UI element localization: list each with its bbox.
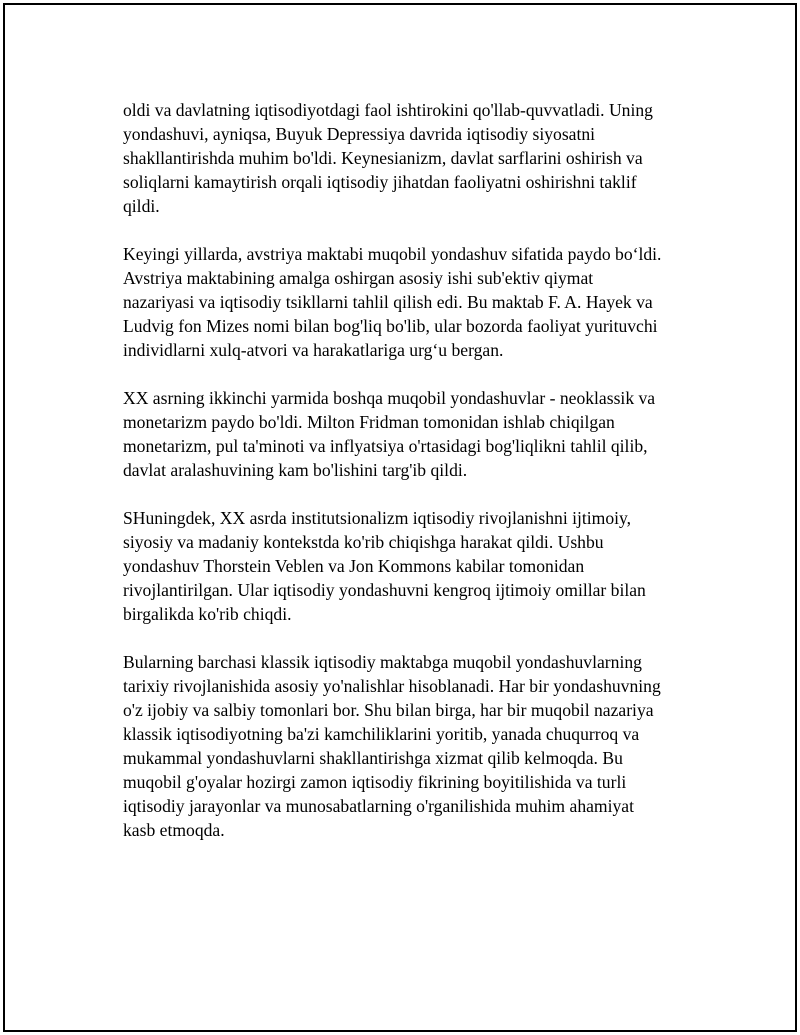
paragraph-institutionalism: [123, 506, 693, 626]
text-line: monetarizm, pul ta'minoti va inflyatsiya o'rtasidagi bog'liqlikni tahlil qilib,: [123, 436, 648, 456]
text-line: oldi va davlatning iqtisodiyotdagi faol ishtirokini qo'llab-quvvatladi. Uning: [123, 100, 653, 120]
text-line: nazariyasi va iqtisodiy tsikllarni tahlil qilish edi. Bu maktab F. A. Hayek va: [123, 292, 653, 312]
text-line: mukammal yondashuvlarni shakllantirishga xizmat qilib kelmoqda. Bu: [123, 748, 623, 768]
text-line: Avstriya maktabining amalga oshirgan asosiy ishi sub'ektiv qiymat: [123, 268, 594, 288]
text-line: yondashuvi, ayniqsa, Buyuk Depressiya davrida iqtisodiy siyosatni: [123, 124, 596, 144]
text-line: monetarizm paydo bo'ldi. Milton Fridman tomonidan ishlab chiqilgan: [123, 412, 615, 432]
paragraph-monetarism: [123, 386, 693, 482]
text-line: qildi.: [123, 196, 160, 216]
text-line: rivojlantirilgan. Ular iqtisodiy yondashuvni kengroq ijtimoiy omillar bilan: [123, 580, 646, 600]
page-frame: [3, 3, 797, 1032]
text-line: yondashuv Thorstein Veblen va Jon Kommons kabilar tomonidan: [123, 556, 585, 576]
text-line: kasb etmoqda.: [123, 820, 225, 840]
text-line: iqtisodiy jarayonlar va munosabatlarning o'rganilishida muhim ahamiyat: [123, 796, 635, 816]
text-line: siyosiy va madaniy kontekstda ko'rib chiqishga harakat qildi. Ushbu: [123, 532, 604, 552]
text-line: muqobil g'oyalar hozirgi zamon iqtisodiy fikrining boyitilishida va turli: [123, 772, 627, 792]
text-line: XX asrning ikkinchi yarmida boshqa muqobil yondashuvlar - neoklassik va: [123, 388, 656, 408]
paragraph-conclusion: [123, 650, 693, 842]
text-line: klassik iqtisodiyotning ba'zi kamchiliklarini yoritib, yanada chuqurroq va: [123, 724, 640, 744]
text-line: tarixiy rivojlanishida asosiy yo'nalishlar hisoblanadi. Har bir yondashuvning: [123, 676, 661, 696]
text-line: birgalikda ko'rib chiqdi.: [123, 604, 292, 624]
text-line: soliqlarni kamaytirish orqali iqtisodiy jihatdan faoliyatni oshirishni taklif: [123, 172, 637, 192]
text-line: davlat aralashuvining kam bo'lishini targ'ib qildi.: [123, 460, 468, 480]
text-line: shakllantirishda muhim bo'ldi. Keynesianizm, davlat sarflarini oshirish va: [123, 148, 643, 168]
text-line: o'z ijobiy va salbiy tomonlari bor. Shu bilan birga, har bir muqobil nazariya: [123, 700, 654, 720]
text-line: Bularning barchasi klassik iqtisodiy maktabga muqobil yondashuvlarning: [123, 652, 642, 672]
text-line: SHuningdek, XX asrda institutsionalizm iqtisodiy rivojlanishni ijtimoiy,: [123, 508, 632, 528]
paragraph-austrian-school: [123, 242, 693, 362]
text-line: individlarni xulq-atvori va harakatlariga urg‘u bergan.: [123, 340, 504, 360]
document-body: [123, 98, 693, 866]
text-line: Ludvig fon Mizes nomi bilan bog'liq bo'lib, ular bozorda faoliyat yurituvchi: [123, 316, 658, 336]
text-line: Keyingi yillarda, avstriya maktabi muqobil yondashuv sifatida paydo bo‘ldi.: [123, 244, 662, 264]
paragraph-keynesianism: [123, 98, 693, 218]
